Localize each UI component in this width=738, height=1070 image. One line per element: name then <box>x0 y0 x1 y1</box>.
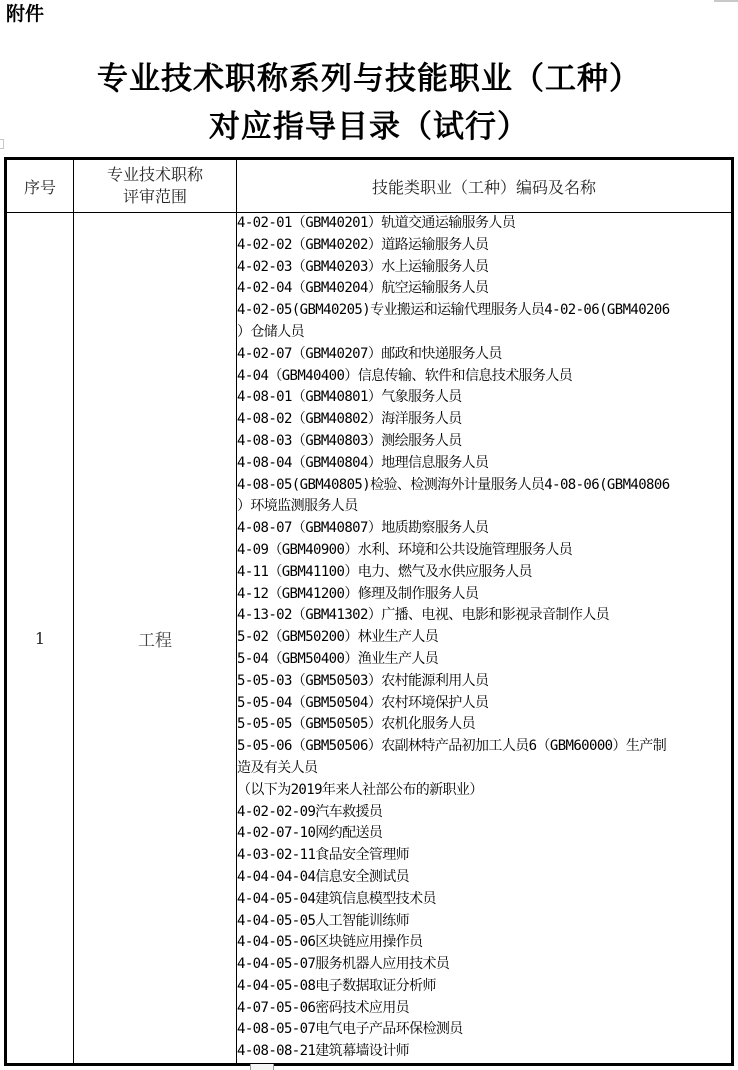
page-tab-marker <box>250 1064 274 1070</box>
occupation-item: 造及有关人员 <box>237 759 318 776</box>
occupation-item: 4-04（GBM40400）信息传输、软件和信息技术服务人员 <box>237 367 573 384</box>
occupation-item: 4-08-01（GBM40801）气象服务人员 <box>237 389 462 406</box>
occupation-item: 4-07-05-06密码技术应用员 <box>237 999 410 1016</box>
row-occupations <box>237 213 733 1065</box>
occupation-item: 4-02-01（GBM40201）轨道交通运输服务人员 <box>237 215 516 231</box>
occupation-item: 4-04-05-05人工智能训练师 <box>237 912 410 929</box>
document-title-line1: 专业技术职称系列与技能职业（工种） <box>97 61 641 97</box>
row-seq: 1 <box>6 213 74 1065</box>
occupation-item: 4-02-02-09汽车救援员 <box>237 803 383 820</box>
header-seq: 序号 <box>6 159 74 213</box>
occupation-item: 5-05-04（GBM50504）农村环境保护人员 <box>237 694 489 711</box>
table-row <box>6 213 733 1065</box>
occupation-item: 4-02-07（GBM40207）邮政和快递服务人员 <box>237 345 502 362</box>
occupation-item: 4-11（GBM41100）电力、燃气及水供应服务人员 <box>237 563 532 580</box>
occupation-item: 4-04-05-07服务机器人应用技术员 <box>237 956 450 973</box>
occupation-item: 4-12（GBM41200）修理及制作服务人员 <box>237 585 479 602</box>
occupation-item: 4-08-05-07电气电子产品环保检测员 <box>237 1021 463 1038</box>
occupation-item: 4-02-07-10网约配送员 <box>237 825 383 842</box>
header-scope-line2: 评审范围 <box>122 187 187 206</box>
occupation-item: 4-08-02（GBM40802）海洋服务人员 <box>237 411 462 428</box>
occupation-item: 4-02-04（GBM40204）航空运输服务人员 <box>237 280 489 297</box>
occupation-item: 4-02-05(GBM40205)专业搬运和运输代理服务人员4-02-06(GBM40206 <box>237 302 670 319</box>
occupation-item: 5-05-05（GBM50505）农机化服务人员 <box>237 716 476 733</box>
occupation-item: 4-08-08-21建筑幕墙设计师 <box>237 1043 410 1060</box>
occupation-item: 4-08-07（GBM40807）地质勘察服务人员 <box>237 520 489 537</box>
new-occupations-note: （以下为2019年来人社部公布的新职业） <box>237 781 483 798</box>
occupation-item: 5-04（GBM50400）渔业生产人员 <box>237 650 439 667</box>
occupation-list <box>237 213 731 1063</box>
occupation-item: 4-04-04-04信息安全测试员 <box>237 868 410 885</box>
occupation-item: ）仓储人员 <box>237 323 304 340</box>
table-header-row <box>6 159 733 213</box>
occupation-item: 4-04-05-04建筑信息模型技术员 <box>237 890 436 907</box>
occupation-item: 4-03-02-11食品安全管理师 <box>237 847 410 864</box>
attachment-label: 附件 <box>6 3 45 25</box>
page-corner-mark <box>714 0 738 2</box>
header-occupations: 技能类职业（工种）编码及名称 <box>237 159 733 213</box>
occupation-item: 4-02-02（GBM40202）道路运输服务人员 <box>237 236 489 253</box>
occupation-item: 4-08-04（GBM40804）地理信息服务人员 <box>237 454 489 471</box>
occupation-item: 5-05-03（GBM50503）农村能源利用人员 <box>237 672 489 689</box>
document-title-line2: 对应指导目录（试行） <box>209 109 529 145</box>
occupation-item: 5-05-06（GBM50506）农副林特产品初加工人员6（GBM60000）生产制 <box>237 738 667 755</box>
occupation-item: 4-09（GBM40900）水利、环境和公共设施管理服务人员 <box>237 541 573 558</box>
occupation-item: 5-02（GBM50200）林业生产人员 <box>237 629 439 646</box>
occupation-item: 4-08-03（GBM40803）测绘服务人员 <box>237 432 462 449</box>
row-scope: 工程 <box>74 213 237 1065</box>
header-scope-line1: 专业技术职称 <box>106 165 203 184</box>
occupation-item: 4-04-05-06区块链应用操作员 <box>237 934 423 951</box>
occupation-item: 4-13-02（GBM41302）广播、电视、电影和影视录音制作人员 <box>237 607 610 624</box>
occupation-item: ）环境监测服务人员 <box>237 498 358 515</box>
occupation-catalog-table <box>4 157 734 1066</box>
occupation-item: 4-02-03（GBM40203）水上运输服务人员 <box>237 258 489 275</box>
occupation-item: 4-04-05-08电子数据取证分析师 <box>237 977 436 994</box>
occupation-item: 4-08-05(GBM40805)检验、检测海外计量服务人员4-08-06(GBM40806 <box>237 476 670 493</box>
header-scope <box>74 159 237 213</box>
